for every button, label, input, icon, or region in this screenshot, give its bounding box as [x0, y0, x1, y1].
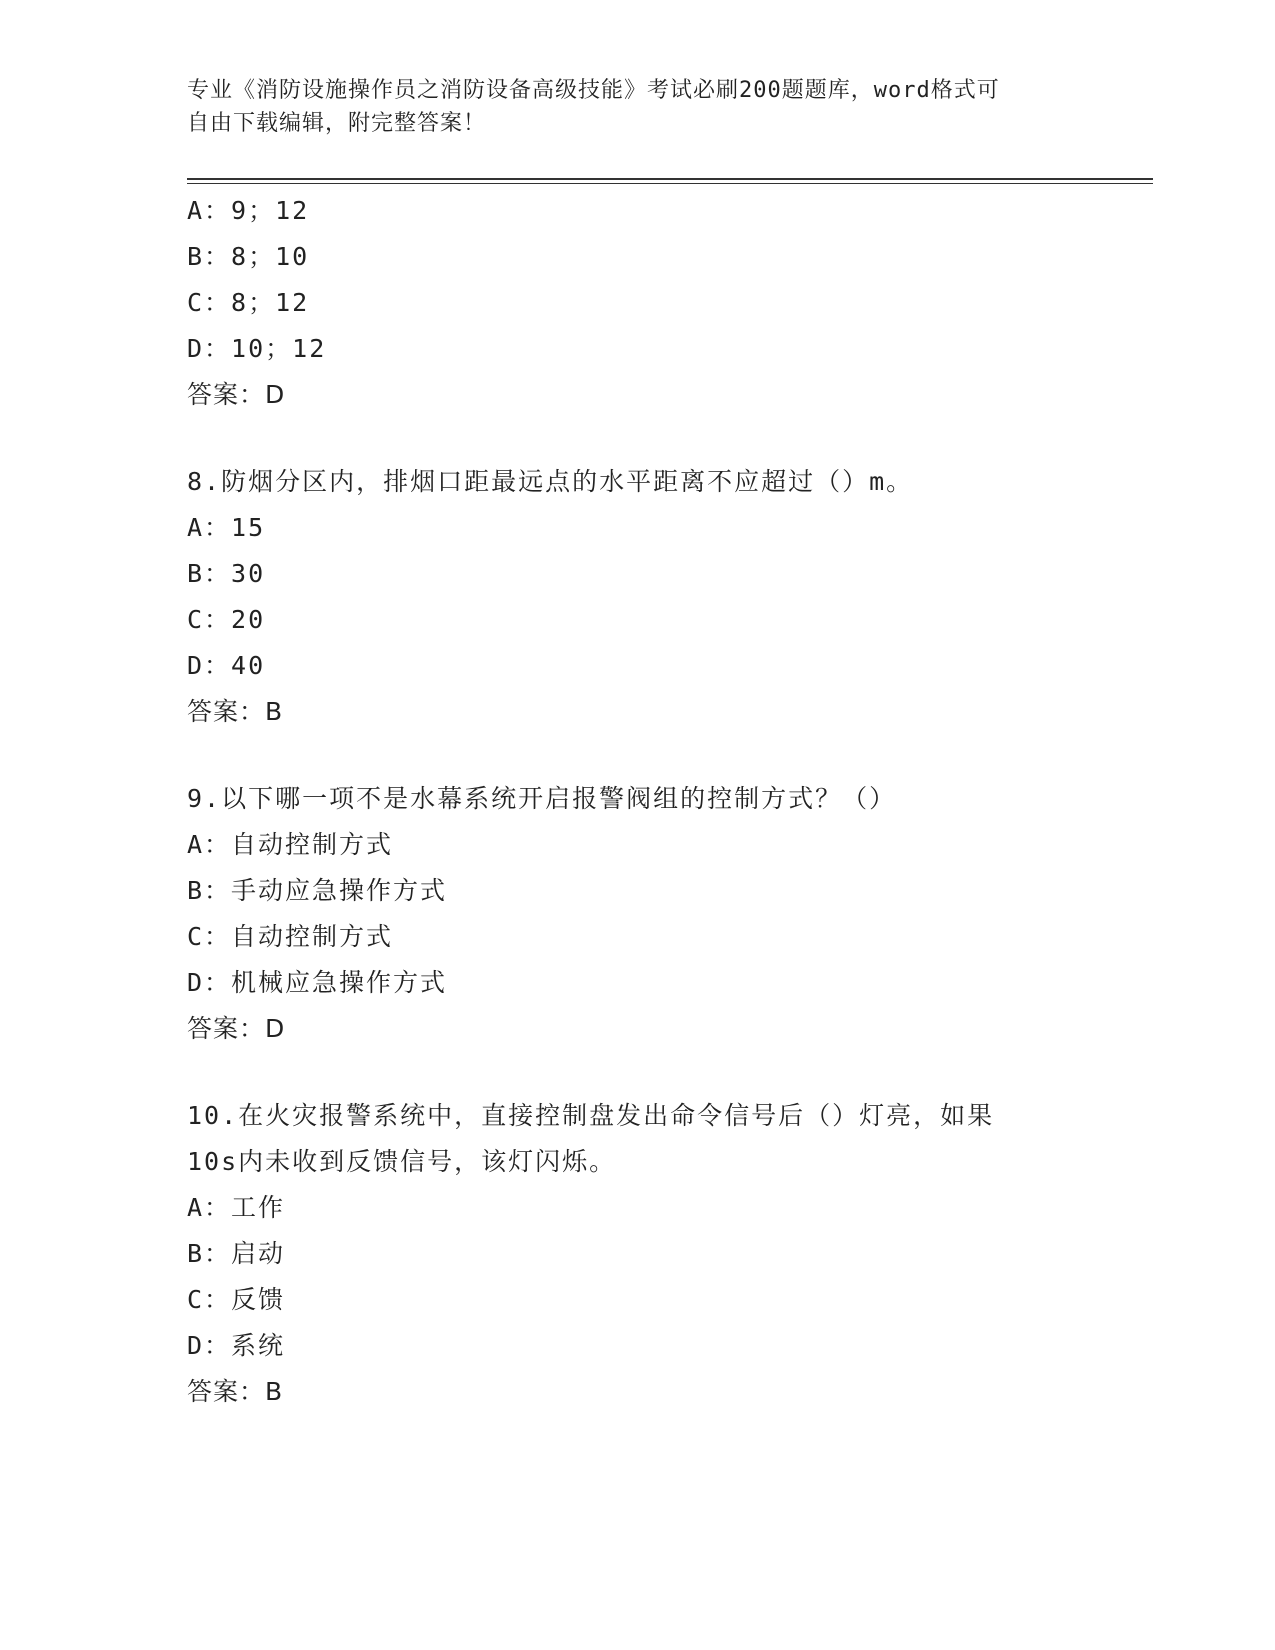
option-d: D：10；12 — [187, 334, 327, 363]
answer-line: 答案：D — [187, 380, 286, 409]
answer-line: 答案：D — [187, 1014, 286, 1043]
question-8 — [187, 459, 1087, 735]
question-9 — [187, 776, 1087, 1052]
option-b: B：8；10 — [187, 242, 310, 271]
option-b: B：手动应急操作方式 — [187, 876, 448, 905]
header-divider-thin — [187, 183, 1153, 184]
option-c: C：自动控制方式 — [187, 922, 394, 951]
spacer — [187, 1052, 1087, 1093]
header-line-2: 自由下载编辑，附完整答案！ — [187, 111, 487, 136]
question-title: 9.以下哪一项不是水幕系统开启报警阀组的控制方式？（） — [187, 784, 897, 813]
document-header — [187, 74, 1067, 140]
spacer — [187, 418, 1087, 459]
option-d: D：系统 — [187, 1331, 286, 1360]
option-a: A：9；12 — [187, 196, 310, 225]
option-a: A：自动控制方式 — [187, 830, 394, 859]
option-d: D：40 — [187, 651, 266, 680]
spacer — [187, 735, 1087, 776]
option-c: C：反馈 — [187, 1285, 286, 1314]
option-b: B：启动 — [187, 1239, 286, 1268]
answer-line: 答案：B — [187, 697, 284, 726]
option-b: B：30 — [187, 559, 266, 588]
header-line-1: 专业《消防设施操作员之消防设备高级技能》考试必刷200题题库，word格式可 — [187, 78, 1000, 103]
question-title: 8.防烟分区内，排烟口距最远点的水平距离不应超过（）m。 — [187, 467, 914, 496]
question-7 — [187, 188, 1087, 418]
question-title-line-1: 10.在火灾报警系统中，直接控制盘发出命令信号后（）灯亮，如果 — [187, 1101, 995, 1130]
option-c: C：8；12 — [187, 288, 310, 317]
question-title-line-2: 10s内未收到反馈信号，该灯闪烁。 — [187, 1147, 617, 1176]
option-a: A：工作 — [187, 1193, 286, 1222]
option-c: C：20 — [187, 605, 266, 634]
answer-line: 答案：B — [187, 1377, 284, 1406]
header-divider-thick — [187, 178, 1153, 180]
option-d: D：机械应急操作方式 — [187, 968, 448, 997]
question-10 — [187, 1093, 1087, 1415]
question-list — [187, 188, 1087, 1415]
option-a: A：15 — [187, 513, 266, 542]
